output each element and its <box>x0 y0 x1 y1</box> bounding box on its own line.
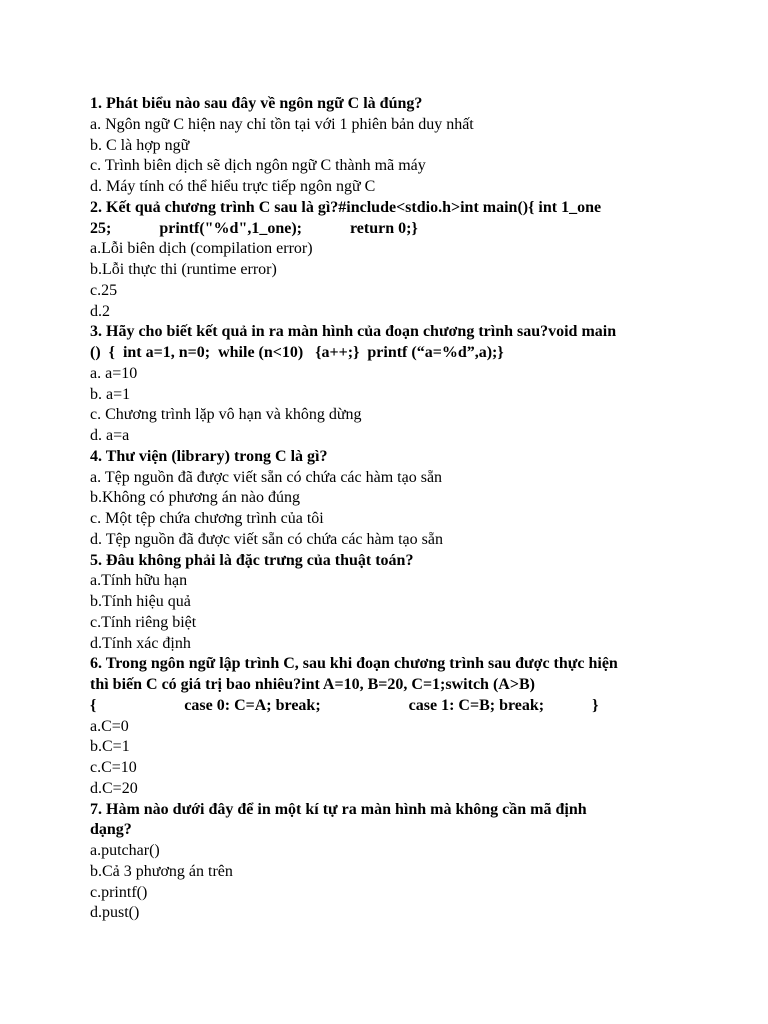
question-2-option-a: a.Lỗi biên dịch (compilation error) <box>90 240 313 258</box>
question-2-option-d: d.2 <box>90 302 110 320</box>
question-6 <box>90 654 680 716</box>
question-2-line-1: 2. Kết quả chương trình C sau là gì?#include<stdio.h>int main(){ int 1_one <box>90 198 602 216</box>
question-4-option-d: d. Tệp nguồn đã được viết sẵn có chứa các hàm tạo sẵn <box>90 530 443 548</box>
question-5-line-1: 5. Đâu không phải là đặc trưng của thuật toán? <box>90 551 414 569</box>
question-3-option-c: c. Chương trình lặp vô hạn và không dừng <box>90 406 362 424</box>
question-1-option-d: d. Máy tính có thể hiểu trực tiếp ngôn ngữ C <box>90 178 376 195</box>
question-2-option-b: b.Lỗi thực thi (runtime error) <box>90 261 277 278</box>
question-1-option-a: a. Ngôn ngữ C hiện nay chỉ tồn tại với 1 phiên bản duy nhất <box>90 115 474 133</box>
question-3-line-2: () { int a=1, n=0; while (n<10) {a++;} printf (“a=%d”,a);} <box>90 344 504 361</box>
question-6-line-3: { case 0: C=A; break; case 1: C=B; break; } <box>90 696 599 714</box>
question-3-option-d: d. a=a <box>90 427 130 444</box>
question-7-option-a: a.putchar() <box>90 842 160 859</box>
question-3 <box>90 322 680 364</box>
question-1-option-c: c. Trình biên dịch sẽ dịch ngôn ngữ C thành mã máy <box>90 157 426 175</box>
question-6-option-a: a.C=0 <box>90 717 129 735</box>
question-3-option-a: a. a=10 <box>90 364 138 382</box>
question-3-line-1: 3. Hãy cho biết kết quả in ra màn hình của đoạn chương trình sau?void main <box>90 323 617 341</box>
question-1 <box>90 94 680 115</box>
question-2-line-2: 25; printf("%d",1_one); return 0;} <box>90 219 418 237</box>
question-7-option-c: c.printf() <box>90 883 148 901</box>
question-6-line-1: 6. Trong ngôn ngữ lập trình C, sau khi đoạn chương trình sau được thực hiện <box>90 655 618 673</box>
question-5-option-d: d.Tính xác định <box>90 634 191 652</box>
question-7 <box>90 800 680 842</box>
question-1-option-b: b. C là hợp ngữ <box>90 136 190 154</box>
quiz-document <box>90 94 680 924</box>
question-6-option-b: b.C=1 <box>90 738 130 756</box>
question-7-option-d: d.pust() <box>90 904 140 922</box>
question-4 <box>90 447 680 468</box>
question-6-option-d: d.C=20 <box>90 779 138 797</box>
question-3-option-b: b. a=1 <box>90 385 131 403</box>
question-5-option-c: c.Tính riêng biệt <box>90 613 197 631</box>
question-5-option-a: a.Tính hữu hạn <box>90 572 188 590</box>
question-1-line-1: 1. Phát biểu nào sau đây về ngôn ngữ C là đúng? <box>90 95 423 112</box>
question-7-line-2: dạng? <box>90 821 132 839</box>
question-2 <box>90 198 680 240</box>
question-6-line-2: thì biến C có giá trị bao nhiêu?int A=10, B=20, C=1;switch (A>B) <box>90 676 535 693</box>
question-2-option-c: c.25 <box>90 281 118 299</box>
question-4-option-b: b.Không có phương án nào đúng <box>90 489 300 507</box>
question-4-option-a: a. Tệp nguồn đã được viết sẵn có chứa các hàm tạo sẵn <box>90 468 443 486</box>
question-6-option-c: c.C=10 <box>90 759 137 776</box>
question-7-option-b: b.Cả 3 phương án trên <box>90 862 233 880</box>
question-7-line-1: 7. Hàm nào dưới đây để in một kí tự ra màn hình mà không cần mã định <box>90 800 587 818</box>
question-5-option-b: b.Tính hiệu quả <box>90 593 191 610</box>
question-4-option-c: c. Một tệp chứa chương trình của tôi <box>90 510 324 527</box>
question-4-line-1: 4. Thư viện (library) trong C là gì? <box>90 447 328 465</box>
question-5 <box>90 551 680 572</box>
